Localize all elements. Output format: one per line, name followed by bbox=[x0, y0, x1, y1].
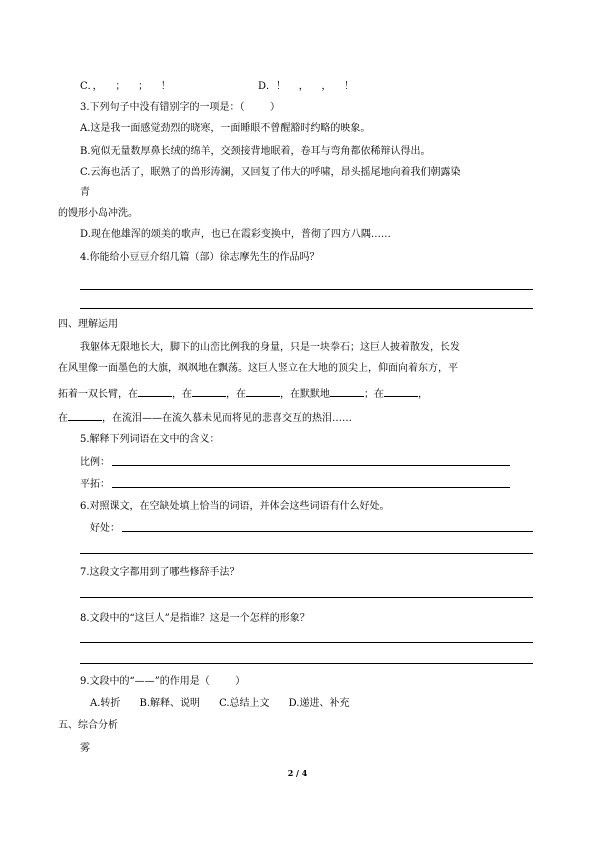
passage-line-2: 在风里像一面墨色的大旗，飒飒地在飘荡。这巨人竖立在大地的顶尖上，仰面向着东方，平 bbox=[58, 363, 458, 374]
q4-stem: 4.你能给小豆豆介绍几篇（部）徐志摩先生的作品吗？ bbox=[80, 252, 320, 263]
q3-option-a: A.这是我一面感觉劲烈的晓寒，一面睡眼不曾醒豁时约略的映象。 bbox=[80, 123, 371, 134]
blank-2[interactable] bbox=[192, 386, 226, 397]
answer-line bbox=[80, 289, 533, 290]
q7-stem: 7.这段文字都用到了哪些修辞手法？ bbox=[80, 567, 240, 578]
q3-option-d: D.现在他雄浑的颂美的歌声，也已在霞彩变换中，普彻了四方八隅…… bbox=[80, 229, 391, 240]
q3-stem: 3.下列句子中没有错别字的一项是：（ ） bbox=[80, 102, 280, 113]
q3-option-c-line2: 青 bbox=[80, 187, 90, 198]
q3-option-c-line3: 的馒形小岛冲洗。 bbox=[58, 208, 138, 219]
answer-line bbox=[112, 487, 510, 488]
passage-line-1: 我躯体无限地长大，脚下的山峦比例我的身量，只是一块拳石；这巨人披着散发，长发 bbox=[80, 342, 460, 353]
blank-6[interactable] bbox=[68, 410, 102, 421]
blank-5[interactable] bbox=[384, 386, 418, 397]
q5-label-biliao: 比例： bbox=[80, 457, 110, 468]
passage-line-4: 在 ，在流泪——在流久慕未见而将见的悲喜交互的热泪…… bbox=[58, 410, 352, 426]
q2-option-d: D．！ ， ， ！ bbox=[258, 81, 355, 92]
q8-stem: 8.文段中的“这巨人”是指谁？这是一个怎样的形象？ bbox=[80, 613, 310, 624]
q9-stem: 9.文段中的“——”的作用是（ ） bbox=[80, 676, 246, 687]
section-5-subtitle: 雾 bbox=[80, 743, 90, 754]
q6-label-haochu: 好处： bbox=[90, 523, 120, 534]
answer-line bbox=[112, 465, 510, 466]
section-4-title: 四、理解运用 bbox=[58, 319, 118, 330]
answer-line bbox=[80, 308, 533, 309]
answer-line bbox=[80, 663, 533, 664]
q3-option-b: B.宛似无量数厚鼻长绒的绵羊，交颈接背地眠着，卷耳与弯角都依稀辩认得出。 bbox=[80, 146, 431, 157]
page-number: 2 / 4 bbox=[287, 768, 308, 778]
q5-stem: 5.解释下列词语在文中的含义： bbox=[80, 434, 220, 445]
q2-option-c: C．， ； ； ！ bbox=[80, 81, 171, 92]
answer-line bbox=[80, 597, 533, 598]
q6-stem: 6.对照课文，在空缺处填上恰当的词语，并体会这些词语有什么好处。 bbox=[80, 501, 390, 512]
blank-3[interactable] bbox=[246, 386, 280, 397]
q9-options: A.转折 B.解释、说明 C.总结上文 D.递进、补充 bbox=[90, 698, 350, 709]
blank-1[interactable] bbox=[138, 386, 172, 397]
passage-line-3: 拓着一双长臂，在 ，在 ，在 ，在默默地 ；在 ， bbox=[58, 386, 428, 402]
q5-label-pingtuo: 平拓： bbox=[80, 479, 110, 490]
q3-option-c-line1: C.云海也活了，眠熟了的兽形涛澜，又回复了伟大的呼啸，昂头摇尾地向着我们朝露染 bbox=[80, 167, 461, 178]
section-5-title: 五、综合分析 bbox=[58, 720, 118, 731]
answer-line bbox=[80, 553, 533, 554]
blank-4[interactable] bbox=[330, 386, 364, 397]
answer-line bbox=[80, 642, 533, 643]
answer-line bbox=[122, 531, 533, 532]
